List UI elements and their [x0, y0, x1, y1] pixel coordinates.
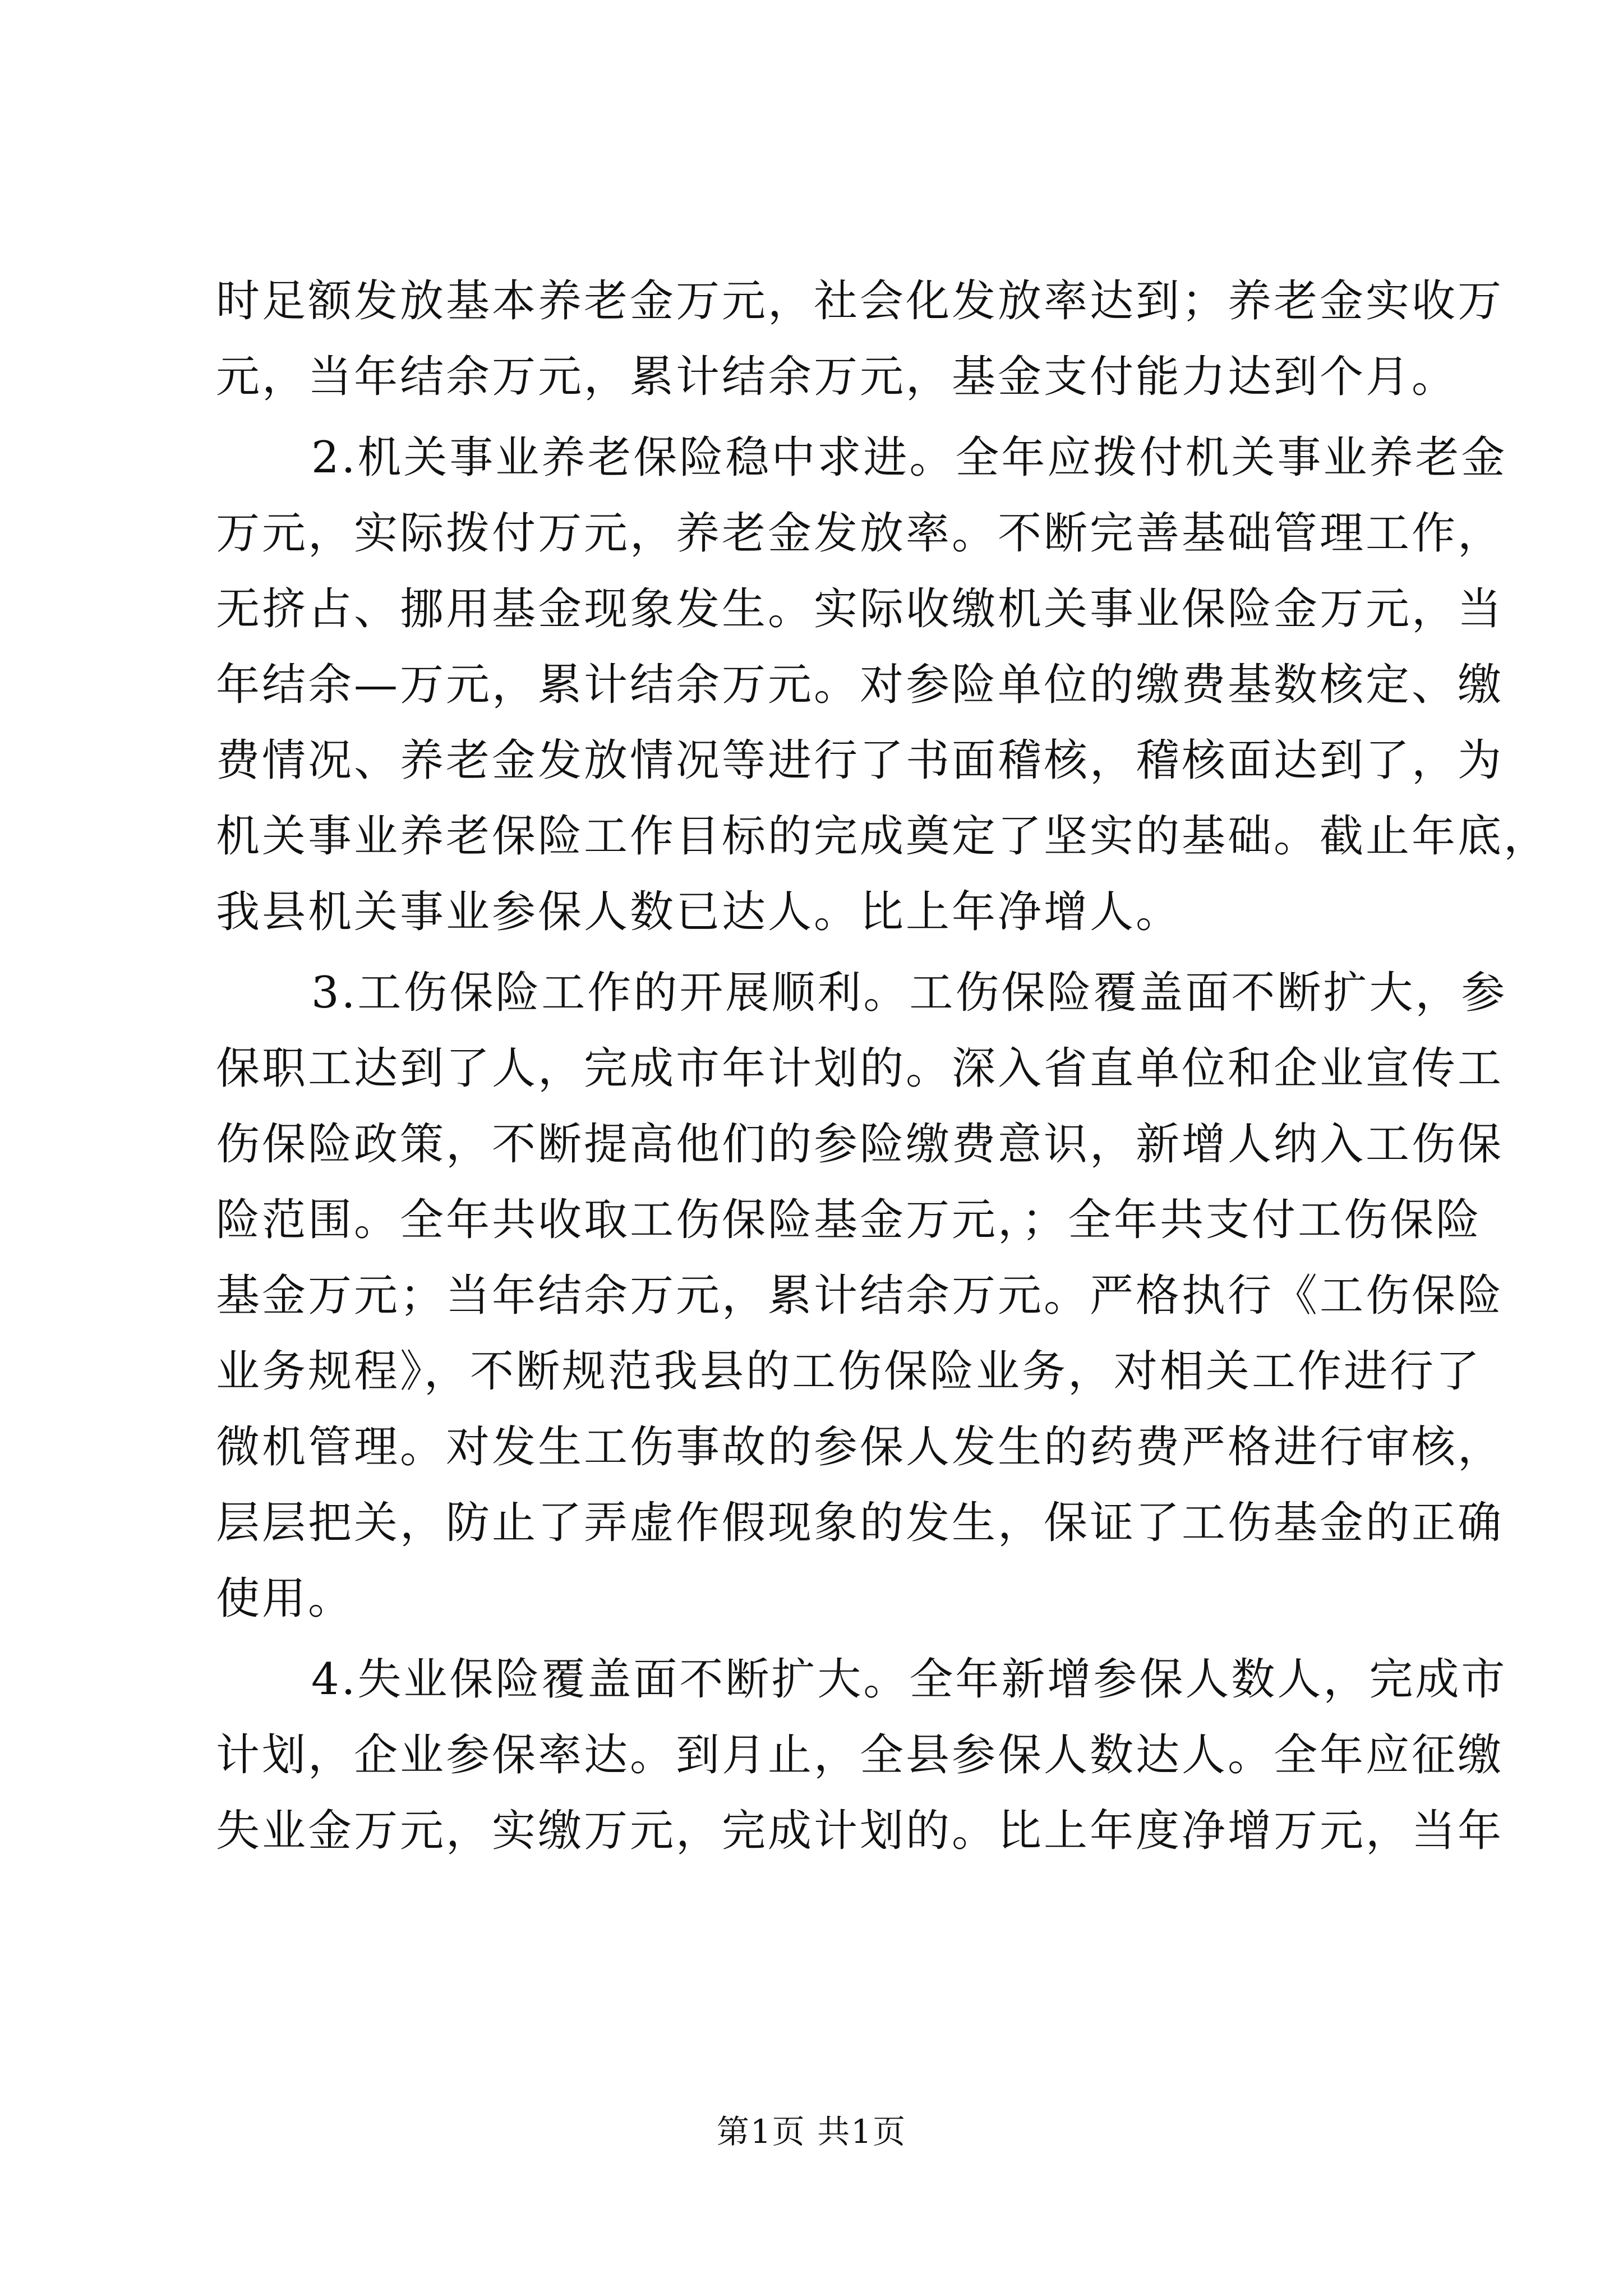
text-line: 机关事业养老保险工作目标的完成奠定了坚实的基础。截止年底，: [216, 811, 1550, 862]
text-line: 元，当年结余万元，累计结余万元，基金支付能力达到个月。: [216, 352, 1458, 402]
text-line: 层层把关，防止了弄虚作假现象的发生，保证了工伤基金的正确: [216, 1498, 1504, 1548]
text-line: 失业金万元，实缴万元，完成计划的。比上年度净增万元，当年: [216, 1806, 1504, 1856]
text-line: 业务规程》，不断规范我县的工伤保险业务，对相关工作进行了: [216, 1346, 1482, 1397]
document-body: [216, 264, 1550, 1869]
text-line: 使用。: [216, 1573, 354, 1624]
text-line: 年结余—万元，累计结余万元。对参险单位的缴费基数核定、缴: [216, 660, 1504, 710]
text-line: 费情况、养老金发放情况等进行了书面稽核，稽核面达到了，为: [216, 735, 1504, 786]
text-line: 保职工达到了人，完成市年计划的。深入省直单位和企业宣传工: [216, 1043, 1504, 1094]
paragraph-start-line: 4.失业保险覆盖面不断扩大。全年新增参保人数人，完成市: [311, 1654, 1507, 1705]
text-line: 基金万元；当年结余万元，累计结余万元。严格执行《工伤保险: [216, 1271, 1504, 1321]
text-line: 计划，企业参保率达。到月止，全县参保人数达人。全年应征缴: [216, 1730, 1504, 1780]
text-line: 时足额发放基本养老金万元，社会化发放率达到；养老金实收万: [216, 276, 1504, 326]
text-line: 险范围。全年共收取工伤保险基金万元，；全年共支付工伤保险: [216, 1195, 1482, 1245]
text-line: 伤保险政策，不断提高他们的参险缴费意识，新增人纳入工伤保: [216, 1119, 1504, 1170]
text-line: 我县机关事业参保人数已达人。比上年净增人。: [216, 887, 1182, 937]
text-line: 无挤占、挪用基金现象发生。实际收缴机关事业保险金万元，当: [216, 584, 1504, 634]
text-line: 微机管理。对发生工伤事故的参保人发生的药费严格进行审核，: [216, 1422, 1504, 1473]
text-line: 万元，实际拨付万元，养老金发放率。不断完善基础管理工作，: [216, 508, 1504, 559]
page-footer: 第1页 共1页: [716, 2113, 907, 2151]
paragraph-start-line: 2.机关事业养老保险稳中求进。全年应拨付机关事业养老金: [311, 432, 1507, 483]
paragraph-start-line: 3.工伤保险工作的开展顺利。工伤保险覆盖面不断扩大，参: [311, 968, 1507, 1018]
